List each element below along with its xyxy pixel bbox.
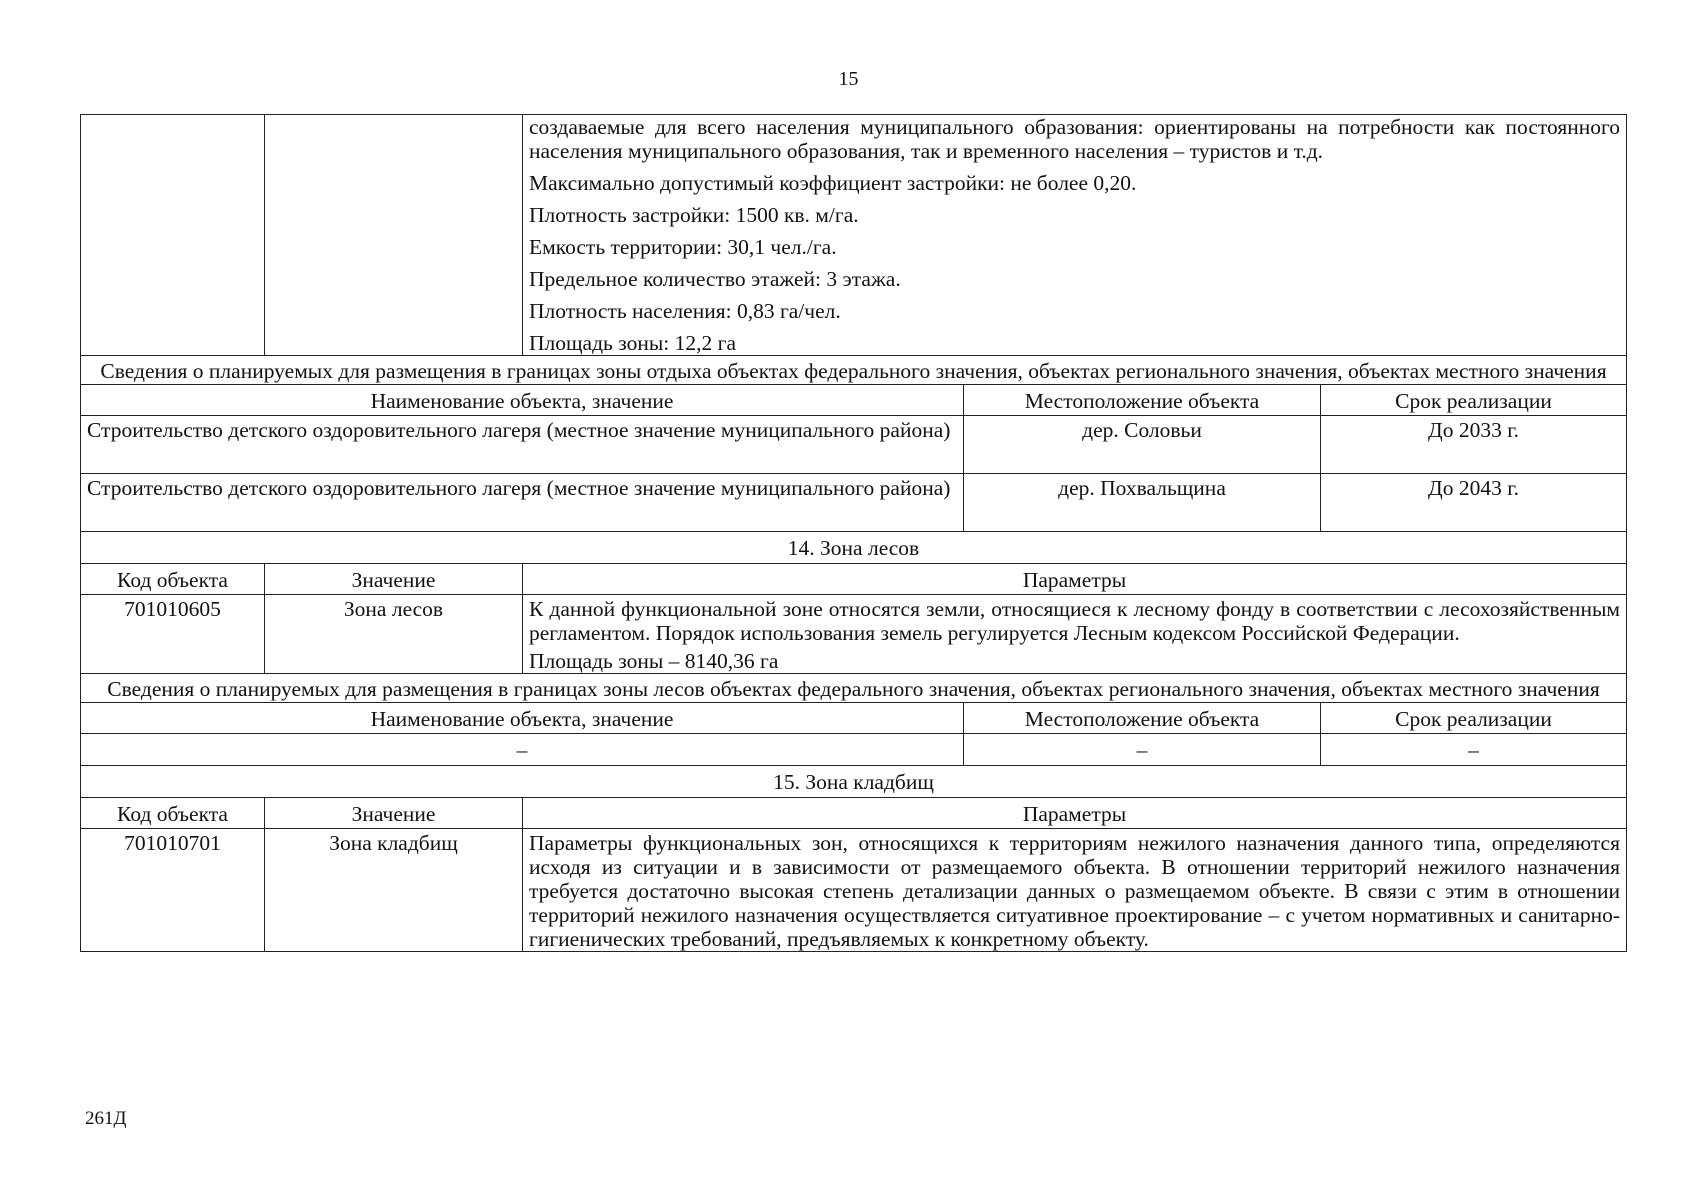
param-line: Емкость территории: 30,1 чел./га. [529, 235, 837, 259]
page-number: 15 [838, 68, 859, 90]
table-row [81, 734, 1627, 766]
object-location: – [964, 734, 1321, 766]
param-line: Плотность населения: 0,83 га/чел. [529, 299, 841, 323]
cemetery-zone-value: Зона кладбищ [265, 829, 523, 952]
table-row [81, 474, 1627, 532]
forest-objects-header [81, 703, 1627, 734]
header-deadline: Срок реализации [1321, 703, 1627, 734]
object-deadline: – [1321, 734, 1627, 766]
object-name: Строительство детского оздоровительного лагеря (местное значение муниципального района) [81, 416, 964, 474]
header-deadline: Срок реализации [1321, 385, 1627, 416]
header-object-name: Наименование объекта, значение [81, 385, 964, 416]
cemetery-zone-header [81, 798, 1627, 829]
object-location: дер. Соловьи [964, 416, 1321, 474]
forest-info-row [81, 674, 1627, 703]
header-code: Код объекта [81, 564, 265, 595]
param-line: Максимально допустимый коэффициент застройки: не более 0,20. [529, 171, 1137, 195]
table-row [81, 416, 1627, 474]
header-params: Параметры [523, 798, 1627, 829]
object-deadline: До 2033 г. [1321, 416, 1627, 474]
object-location: дер. Похвальщина [964, 474, 1321, 532]
param-line: Предельное количество этажей: 3 этажа. [529, 267, 901, 291]
recreation-objects-header [81, 385, 1627, 416]
cemetery-zone-code: 701010701 [81, 829, 265, 952]
param-line: Плотность застройки: 1500 кв. м/га. [529, 203, 859, 227]
cemetery-zone-title-row [81, 766, 1627, 798]
zones-table [80, 114, 1627, 952]
forest-zone-value: Зона лесов [265, 595, 523, 674]
object-deadline: До 2043 г. [1321, 474, 1627, 532]
continuation-params-cell [523, 115, 1627, 356]
header-object-name: Наименование объекта, значение [81, 703, 964, 734]
forest-zone-params [523, 595, 1627, 674]
continuation-code-cell [81, 115, 265, 356]
forest-zone-title: 14. Зона лесов [81, 532, 1627, 564]
param-line: Площадь зоны: 12,2 га [529, 331, 737, 355]
forest-zone-title-row [81, 532, 1627, 564]
header-value: Значение [265, 564, 523, 595]
param-line: К данной функциональной зоне относятся земли, относящиеся к лесному фонду в соответствии с лесохозяйственным регламентом. Порядок использования земель регулируется Лесным кодексом Российской Федерации. [529, 597, 1620, 645]
continuation-row [81, 115, 1627, 356]
forest-zone-code: 701010605 [81, 595, 265, 674]
param-line: Площадь зоны – 8140,36 га [529, 649, 779, 673]
document-code: 261Д [85, 1108, 127, 1129]
header-value: Значение [265, 798, 523, 829]
recreation-info-row [81, 356, 1627, 385]
object-name: Строительство детского оздоровительного лагеря (местное значение муниципального района) [81, 474, 964, 532]
cemetery-zone-row [81, 829, 1627, 952]
cemetery-zone-params: Параметры функциональных зон, относящихся к территориям нежилого назначения данного типа, определяются исходя из ситуации и в зависимости от размещаемого объекта. В отношении территорий нежилого назначения требуется достаточно высокая степень детализации данных о размещаемом объекте. В связи с этим в отношении территорий нежилого назначения осуществляется ситуативное проектирование – с учетом нормативных и санитарно-гигиенических требований, предъявляемых к конкретному объекту. [523, 829, 1627, 952]
header-location: Местоположение объекта [964, 385, 1321, 416]
object-name: – [81, 734, 964, 766]
param-line: создаваемые для всего населения муниципального образования: ориентированы на потребности как постоянного населения муниципального образования, так и временного населения – туристов и т.д. [529, 115, 1620, 163]
cemetery-zone-title: 15. Зона кладбищ [81, 766, 1627, 798]
header-code: Код объекта [81, 798, 265, 829]
forest-info: Сведения о планируемых для размещения в границах зоны лесов объектах федерального значения, объектах регионального значения, объектах местного значения [81, 674, 1627, 703]
continuation-value-cell [265, 115, 523, 356]
recreation-info: Сведения о планируемых для размещения в границах зоны отдыха объектах федерального значения, объектах регионального значения, объектах местного значения [81, 356, 1627, 385]
forest-zone-header [81, 564, 1627, 595]
forest-zone-row [81, 595, 1627, 674]
header-location: Местоположение объекта [964, 703, 1321, 734]
header-params: Параметры [523, 564, 1627, 595]
